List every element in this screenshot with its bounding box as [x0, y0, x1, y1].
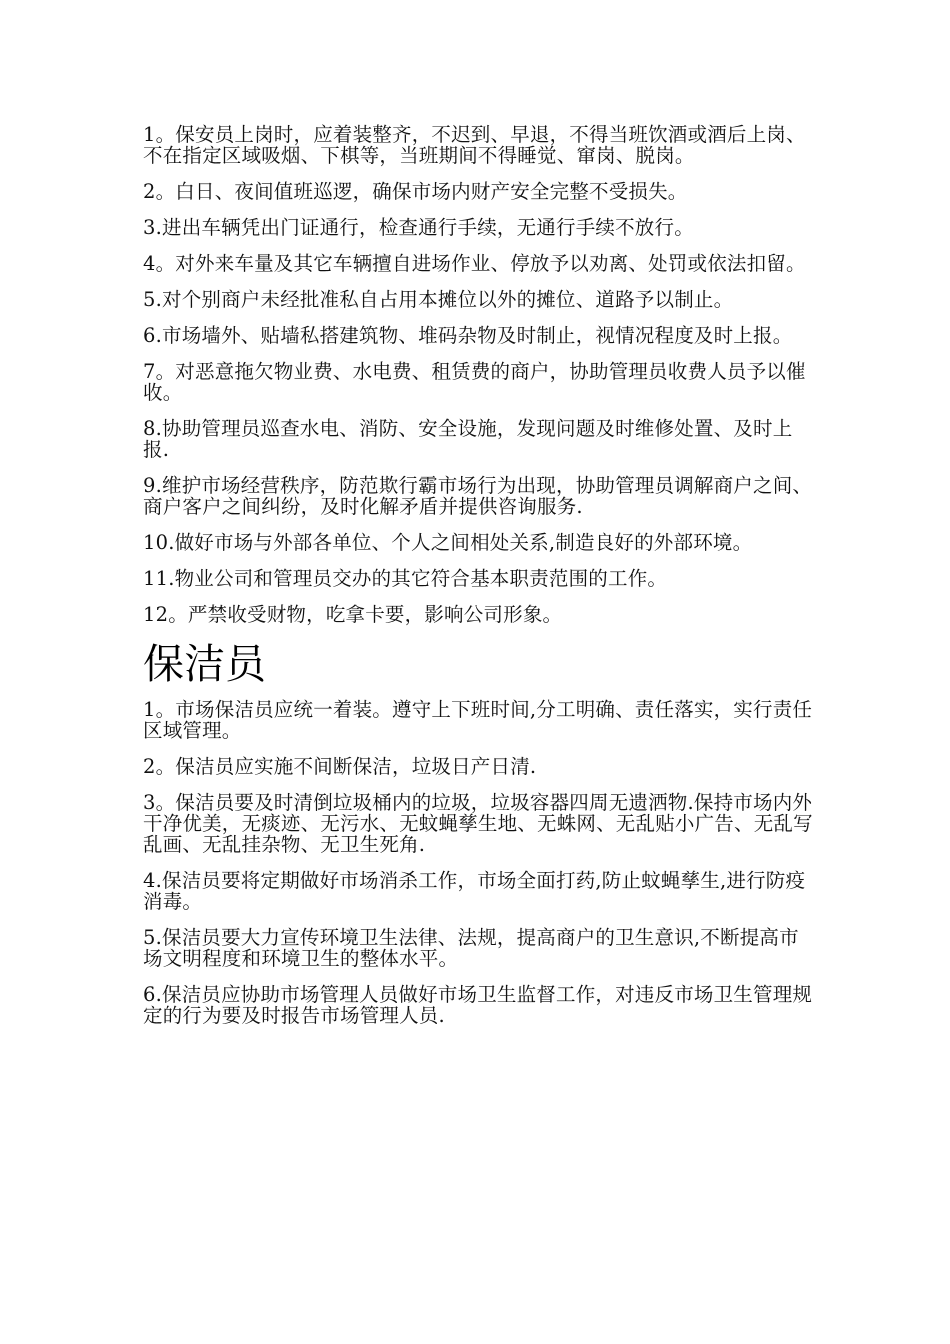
security-duty-2: 2。白日、夜间值班巡逻，确保市场内财产安全完整不受损失。 — [143, 180, 688, 203]
cleaning-duty-3: 3。保洁员要及时清倒垃圾桶内的垃圾，垃圾容器四周无遗洒物.保持市场内外干净优美，无痰迹、无污水、无蚊蝇孳生地、无蛛网、无乱贴小广告、无乱写乱画、无乱挂杂物、无卫生死角. — [143, 791, 813, 856]
cleaning-duty-6: 6.保洁员应协助市场管理人员做好市场卫生监督工作，对违反市场卫生管理规定的行为要及时报告市场管理人员. — [143, 983, 813, 1027]
security-duty-12: 12。严禁收受财物，吃拿卡要，影响公司形象。 — [143, 603, 563, 626]
cleaning-section-heading: 保洁员 — [143, 640, 266, 688]
security-duty-8: 8.协助管理员巡查水电、消防、安全设施，发现问题及时维修处置、及时上报. — [143, 417, 793, 461]
security-duty-10: 10.做好市场与外部各单位、个人之间相处关系,制造良好的外部环境。 — [143, 531, 753, 554]
security-duty-9: 9.维护市场经营秩序，防范欺行霸市场行为出现，协助管理员调解商户之间、商户客户之间纠纷，及时化解矛盾并提供咨询服务. — [143, 474, 813, 518]
cleaning-duty-2: 2。保洁员应实施不间断保洁，垃圾日产日清. — [143, 755, 537, 778]
security-duties-section — [143, 124, 813, 625]
cleaning-duty-4: 4.保洁员要将定期做好市场消杀工作，市场全面打药,防止蚊蝇孳生,进行防疫消毒。 — [143, 869, 806, 913]
security-duty-7: 7。对恶意拖欠物业费、水电费、租赁费的商户，协助管理员收费人员予以催收。 — [143, 360, 806, 404]
security-duty-4: 4。对外来车量及其它车辆擅自进场作业、停放予以劝离、处罚或依法扣留。 — [143, 252, 806, 275]
security-duty-5: 5.对个别商户未经批准私自占用本摊位以外的摊位、道路予以制止。 — [143, 288, 734, 311]
cleaning-duties-section — [143, 699, 813, 1026]
cleaning-duty-5: 5.保洁员要大力宣传环境卫生法律、法规，提高商户的卫生意识,不断提高市场文明程度和环境卫生的整体水平。 — [143, 926, 799, 970]
security-duty-1: 1。保安员上岗时，应着装整齐，不迟到、早退，不得当班饮酒或酒后上岗、不在指定区域吸烟、下棋等，当班期间不得睡觉、窜岗、脱岗。 — [143, 123, 806, 167]
security-duty-3: 3.进出车辆凭出门证通行，检查通行手续，无通行手续不放行。 — [143, 216, 694, 239]
document-page — [143, 124, 813, 1041]
cleaning-duty-1: 1。市场保洁员应统一着装。遵守上下班时间,分工明确、责任落实，实行责任区域管理。 — [143, 698, 813, 742]
security-duty-11: 11.物业公司和管理员交办的其它符合基本职责范围的工作。 — [143, 567, 668, 590]
security-duty-6: 6.市场墙外、贴墙私搭建筑物、堆码杂物及时制止，视情况程度及时上报。 — [143, 324, 793, 347]
